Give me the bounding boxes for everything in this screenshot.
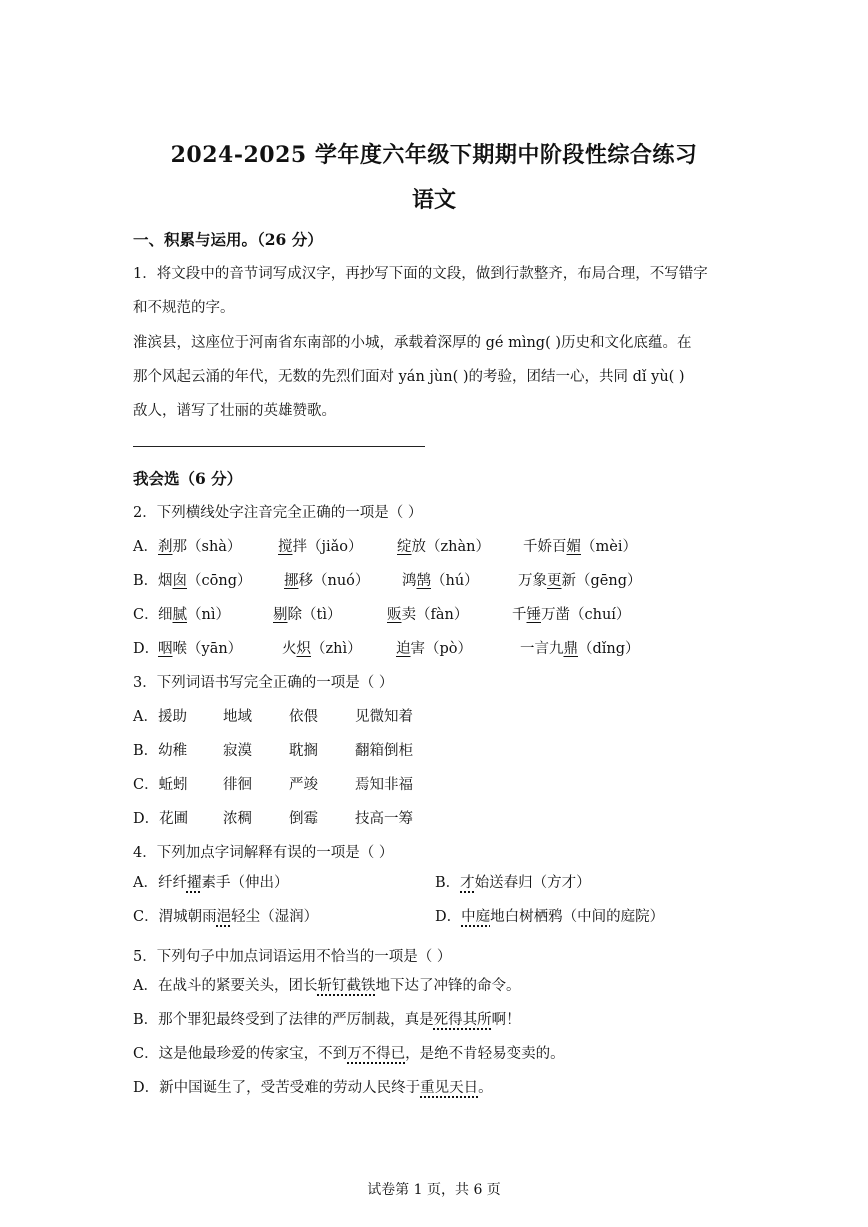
q4-option-c: C．渭城朝雨浥轻尘（湿润） (133, 909, 319, 925)
q2-option-c-item4: 千锤万凿（chuí） (512, 607, 631, 623)
q2-option-b-item2: 挪移（nuó） (284, 573, 370, 589)
q2-option-d-item2: 火炽（zhì） (282, 641, 362, 657)
section-1-heading: 一、积累与运用。（26 分） (133, 230, 323, 249)
q3-option-c-word2: 徘徊 (223, 777, 252, 793)
q4-option-a: A．纤纤擢素手（伸出） (133, 875, 289, 891)
q2-option-d-item3: 迫害（pò） (396, 641, 473, 657)
q2-option-c-label: C． (133, 607, 159, 623)
q5-option-a: A．在战斗的紧要关头，团长斩钉截铁地下达了冲锋的命令。 (133, 978, 521, 994)
q2-option-b-label: B． (133, 573, 159, 589)
q3-option-a-word4: 见微知着 (355, 709, 413, 725)
section-2-heading: 我会选（6 分） (133, 469, 243, 488)
q2-option-a-item2: 搅拌（jiǎo） (278, 539, 363, 555)
q5-option-c: C．这是他最珍爱的传家宝，不到万不得已，是绝不肯轻易变卖的。 (133, 1046, 565, 1062)
exam-title: 2024-2025 学年度六年级下期期中阶段性综合练习 (170, 142, 698, 168)
q2-option-a-item4: 千娇百媚（mèi） (523, 539, 637, 555)
q3-option-d-word1: D．花圃 (133, 811, 189, 827)
page-footer: 试卷第 1 页，共 6 页 (367, 1182, 501, 1198)
q4-option-b: B．才始送春归（方才） (435, 875, 591, 891)
q3-option-b-word1: B．幼稚 (133, 743, 188, 759)
q2-option-a-label: A． (133, 539, 158, 555)
q2-option-d-item1: 咽喉（yān） (158, 641, 243, 657)
q4-stem: 4．下列加点字词解释有误的一项是（ ） (133, 845, 394, 861)
q2-option-c-item3: 贩卖（fàn） (387, 607, 469, 623)
q2-option-b-item4: 万象更新（gēng） (518, 573, 642, 589)
q2-option-b-item3: 鸿鹄（hú） (402, 573, 479, 589)
q3-option-c-word3: 严竣 (289, 777, 318, 793)
q3-option-c-word4: 焉知非福 (355, 777, 413, 793)
q1-passage-line3: 敌人，谱写了壮丽的英雄赞歌。 (133, 403, 336, 419)
q5-option-d: D．新中国诞生了，受苦受难的劳动人民终于重见天日。 (133, 1080, 493, 1096)
q1-line1: 1．将文段中的音节词写成汉字，再抄写下面的文段，做到行款整齐，布局合理，不写错字 (133, 266, 708, 282)
q3-option-a-word1: A．援助 (133, 709, 187, 725)
q2-option-c-item1: 细腻（nì） (158, 607, 230, 623)
q3-option-b-word4: 翻箱倒柜 (355, 743, 413, 759)
q3-stem: 3．下列词语书写完全正确的一项是（ ） (133, 675, 394, 691)
q1-passage-line2: 那个风起云涌的年代，无数的先烈们面对 yán jùn( )的考验，团结一心，共同 dǐ yù( ) (133, 369, 685, 385)
q2-option-d-label: D． (133, 641, 160, 657)
q2-option-c-item2: 剔除（tì） (273, 607, 342, 623)
q3-option-a-word2: 地域 (223, 709, 252, 725)
q3-option-d-word4: 技高一筹 (355, 811, 413, 827)
q2-option-a-item3: 绽放（zhàn） (397, 539, 490, 555)
q2-option-d-item4: 一言九鼎（dǐng） (520, 641, 640, 657)
answer-line[interactable] (133, 446, 425, 447)
q3-option-b-word2: 寂漠 (223, 743, 252, 759)
q3-option-b-word3: 耽搁 (289, 743, 318, 759)
q5-stem: 5．下列句子中加点词语运用不恰当的一项是（ ） (133, 949, 452, 965)
q2-stem: 2．下列横线处字注音完全正确的一项是（ ） (133, 505, 423, 521)
q3-option-d-word2: 浓稠 (223, 811, 252, 827)
q5-option-b: B．那个罪犯最终受到了法律的严厉制裁，真是死得其所啊！ (133, 1012, 521, 1028)
q1-line2: 和不规范的字。 (133, 300, 235, 316)
q2-option-a-item1: 刹那（shà） (158, 539, 242, 555)
q3-option-d-word3: 倒霉 (289, 811, 318, 827)
subject-title: 语文 (411, 187, 456, 213)
q2-option-b-item1: 烟囱（cōng） (158, 573, 252, 589)
q4-option-d: D．中庭地白树栖鸦（中间的庭院） (435, 909, 665, 925)
q3-option-c-word1: C．蚯蚓 (133, 777, 188, 793)
q3-option-a-word3: 依偎 (289, 709, 318, 725)
q1-passage-line1: 淮滨县，这座位于河南省东南部的小城，承载着深厚的 gé mìng( )历史和文化底蕴。在 (133, 335, 692, 351)
